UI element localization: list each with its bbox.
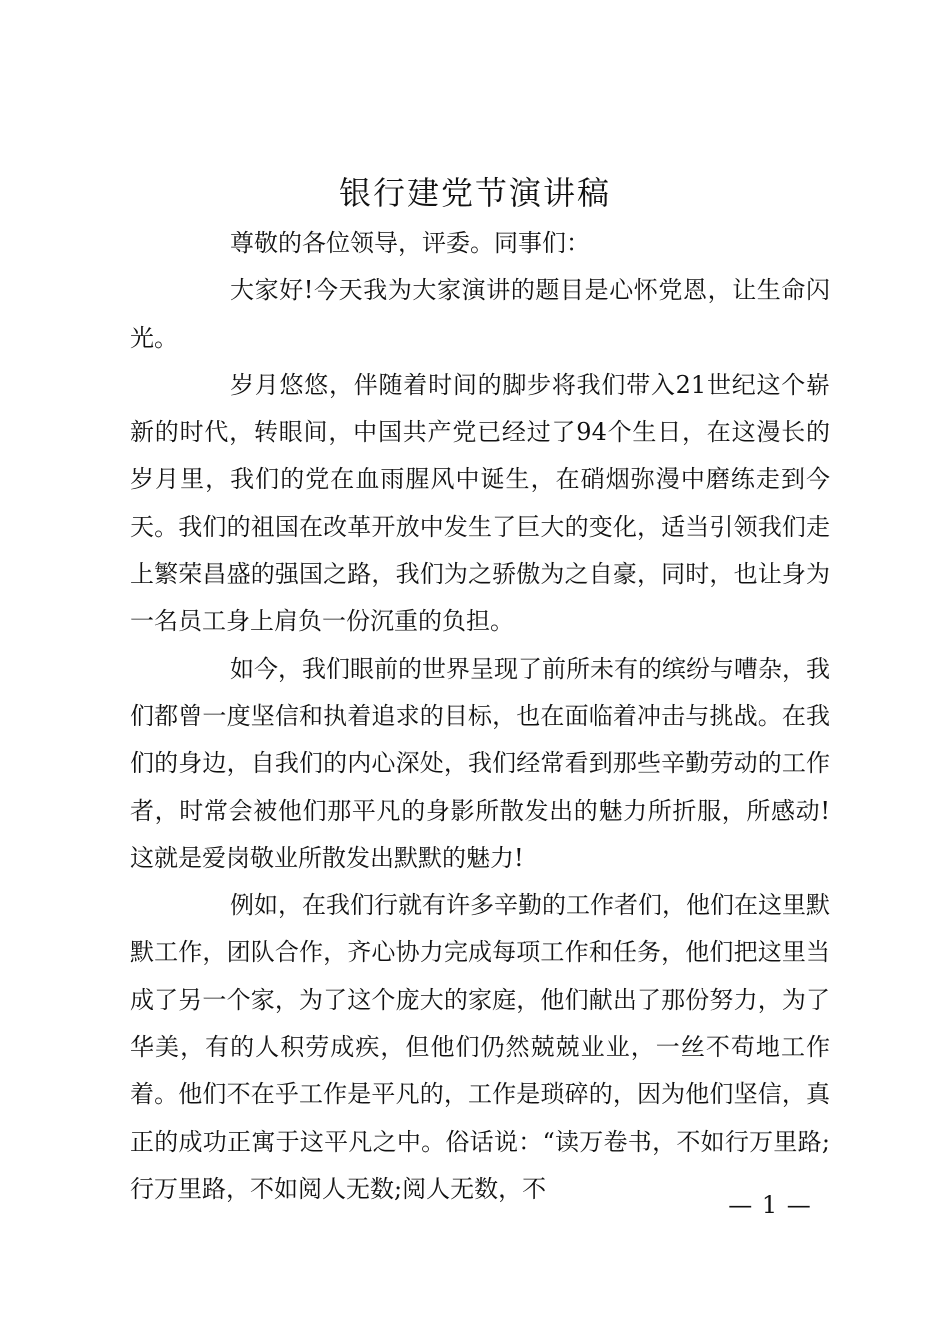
body-paragraph: 岁月悠悠，伴随着时间的脚步将我们带入21世纪这个崭新的时代，转眼间，中国共产党已经过了94个生日，在这漫长的岁月里，我们的党在血雨腥风中诞生，在硝烟弥漫中磨练走到今天。我们的祖国在改革开放中发生了巨大的变化，适当引领我们走上繁荣昌盛的强国之路，我们为之骄傲为之自豪，同时，也让身为一名员工身上肩负一份沉重的负担。 [130,370,830,636]
body-paragraph: 如今，我们眼前的世界呈现了前所未有的缤纷与嘈杂，我们都曾一度坚信和执着追求的目标，也在面临着冲击与挑战。在我们的身边，自我们的内心深处，我们经常看到那些辛勤劳动的工作者，时常会被他们那平凡的身影所散发出的魅力所折服，所感动!这就是爱岗敬业所散发出默默的魅力! [130,654,830,872]
document-title: 银行建党节演讲稿 [338,174,611,212]
page-number: — 1 — [728,1191,812,1219]
greeting-paragraph: 大家好!今天我为大家演讲的题目是心怀党恩，让生命闪光。 [130,276,830,352]
salutation-paragraph: 尊敬的各位领导，评委。同事们： [230,229,590,257]
body-paragraph: 例如，在我们行就有许多辛勤的工作者们，他们在这里默默工作，团队合作，齐心协力完成每项工作和任务，他们把这里当成了另一个家，为了这个庞大的家庭，他们献出了那份努力，为了华美，有的人积劳成疾，但他们仍然兢兢业业，一丝不苟地工作着。他们不在乎工作是平凡的，工作是琐碎的，因为他们坚信，真正的成功正寓于这平凡之中。俗话说：“读万卷书，不如行万里路;行万里路，不如阅人无数;阅人无数，不 [130,891,830,1203]
document-body [130,220,830,1213]
